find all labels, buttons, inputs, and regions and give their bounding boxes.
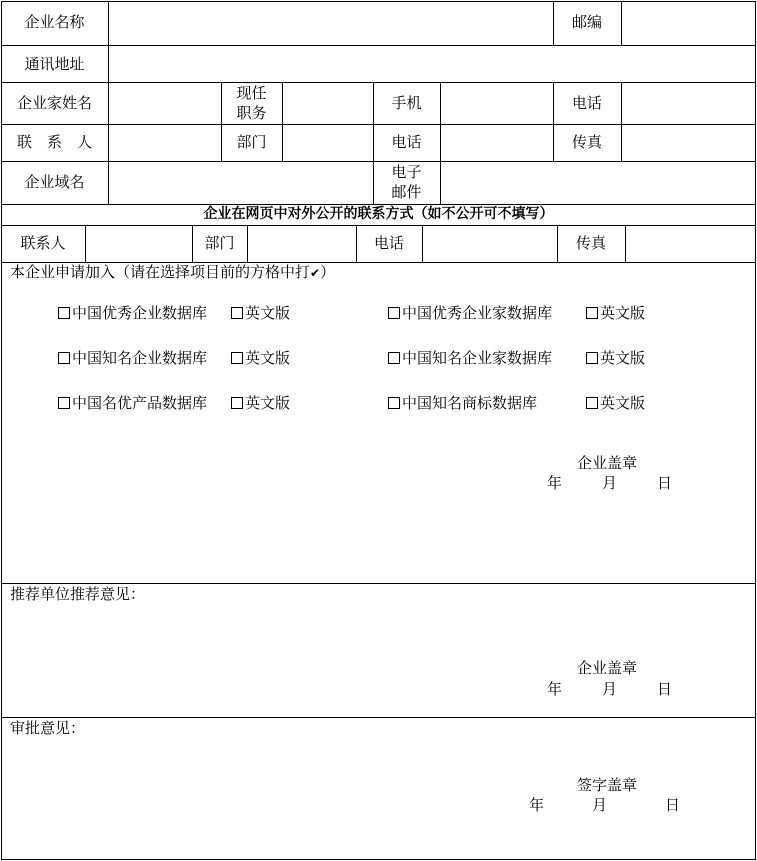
option-excellent-entrepreneur: [388, 304, 552, 322]
english-version-label: 英文版: [245, 304, 291, 322]
public-contact-label: 联系人: [20, 234, 66, 252]
position-label-line2: 职务: [236, 104, 267, 122]
apply-date-year: 年: [547, 474, 563, 492]
apply-stamp-label: 企业盖章: [577, 454, 638, 472]
email-field[interactable]: [441, 162, 755, 204]
position-field[interactable]: [283, 83, 373, 124]
table-border: [755, 1, 756, 860]
address-field[interactable]: [109, 46, 755, 82]
checkbox[interactable]: [586, 352, 598, 364]
row-divider: [1, 717, 756, 718]
public-contact-field[interactable]: [86, 226, 192, 262]
option-label: 中国知名商标数据库: [402, 394, 538, 412]
registration-form: [1, 1, 756, 860]
checkbox[interactable]: [231, 307, 243, 319]
postcode-label: 邮编: [571, 13, 602, 31]
option-label: 中国优秀企业家数据库: [402, 304, 553, 322]
recommend-date-year: 年: [547, 680, 563, 698]
mobile-label: 手机: [391, 94, 422, 112]
fax-field[interactable]: [622, 125, 755, 161]
checkbox[interactable]: [58, 307, 70, 319]
english-version-label: 英文版: [600, 349, 646, 367]
apply-instruction: [10, 263, 335, 282]
option-famous-trademark: [388, 394, 537, 412]
apply-instruction-text: 本企业申请加入（请在选择项目前的方格中打: [10, 263, 311, 281]
approval-date-day: 日: [665, 796, 681, 814]
email-label-line1: 电子: [391, 163, 422, 181]
recommend-stamp-label: 企业盖章: [577, 659, 638, 677]
postcode-field[interactable]: [622, 2, 755, 45]
english-version-label: 英文版: [600, 304, 646, 322]
table-border: [1, 859, 756, 860]
checkbox[interactable]: [388, 397, 400, 409]
public-phone-field[interactable]: [423, 226, 557, 262]
phone-field[interactable]: [622, 83, 755, 124]
option-famous-trademark-en: [586, 394, 645, 412]
checkbox[interactable]: [58, 397, 70, 409]
recommend-date-day: 日: [657, 680, 673, 698]
option-label: 中国名优产品数据库: [72, 394, 208, 412]
public-fax-label: 传真: [575, 234, 606, 252]
contact-phone-label: 电话: [391, 133, 422, 151]
domain-label: 企业域名: [24, 173, 85, 191]
option-excellent-enterprise-en: [231, 304, 290, 322]
recommend-opinion-field[interactable]: [10, 605, 540, 705]
check-mark-icon: ✔: [310, 266, 321, 280]
fax-label: 传真: [571, 133, 602, 151]
position-label-line1: 现任: [236, 84, 267, 102]
public-dept-field[interactable]: [248, 226, 356, 262]
english-version-label: 英文版: [245, 349, 291, 367]
option-label: 中国优秀企业数据库: [72, 304, 208, 322]
checkbox[interactable]: [586, 307, 598, 319]
domain-field[interactable]: [109, 162, 373, 204]
public-contact-heading: 企业在网页中对外公开的联系方式（如不公开可不填写）: [203, 206, 554, 222]
table-border: [1, 1, 2, 860]
checkbox[interactable]: [388, 307, 400, 319]
recommend-label: 推荐单位推荐意见：: [10, 585, 146, 603]
address-label: 通讯地址: [24, 55, 85, 73]
option-label: 中国知名企业数据库: [72, 349, 208, 367]
recommend-date-month: 月: [602, 680, 618, 698]
public-phone-label: 电话: [373, 234, 404, 252]
option-excellent-entrepreneur-en: [586, 304, 645, 322]
public-dept-label: 部门: [204, 234, 235, 252]
checkbox[interactable]: [58, 352, 70, 364]
contact-phone-field[interactable]: [441, 125, 553, 161]
checkbox[interactable]: [388, 352, 400, 364]
row-divider: [1, 583, 756, 584]
ceo-name-field[interactable]: [109, 83, 221, 124]
option-famous-entrepreneur-en: [586, 349, 645, 367]
approval-date-year: 年: [529, 796, 545, 814]
english-version-label: 英文版: [600, 394, 646, 412]
approval-opinion-field[interactable]: [10, 739, 520, 849]
option-quality-product: [58, 394, 207, 412]
approval-date-month: 月: [592, 796, 608, 814]
checkbox[interactable]: [231, 352, 243, 364]
contact-person-field[interactable]: [109, 125, 221, 161]
apply-date-day: 日: [657, 474, 673, 492]
mobile-field[interactable]: [441, 83, 553, 124]
company-name-field[interactable]: [109, 2, 553, 45]
public-fax-field[interactable]: [626, 226, 755, 262]
department-label: 部门: [236, 133, 267, 151]
approval-label: 审批意见：: [10, 719, 86, 737]
option-famous-entrepreneur: [388, 349, 552, 367]
apply-instruction-close: ）: [320, 263, 336, 281]
option-label: 中国知名企业家数据库: [402, 349, 553, 367]
option-famous-enterprise-en: [231, 349, 290, 367]
option-quality-product-en: [231, 394, 290, 412]
english-version-label: 英文版: [245, 394, 291, 412]
checkbox[interactable]: [586, 397, 598, 409]
ceo-name-label: 企业家姓名: [16, 94, 92, 112]
option-excellent-enterprise: [58, 304, 207, 322]
department-field[interactable]: [283, 125, 373, 161]
phone-label: 电话: [571, 94, 602, 112]
approval-stamp-label: 签字盖章: [577, 776, 638, 794]
apply-date-month: 月: [602, 474, 618, 492]
contact-person-label: 联 系 人: [16, 133, 92, 151]
company-name-label: 企业名称: [24, 13, 85, 31]
email-label-line2: 邮件: [391, 183, 422, 201]
option-famous-enterprise: [58, 349, 207, 367]
checkbox[interactable]: [231, 397, 243, 409]
